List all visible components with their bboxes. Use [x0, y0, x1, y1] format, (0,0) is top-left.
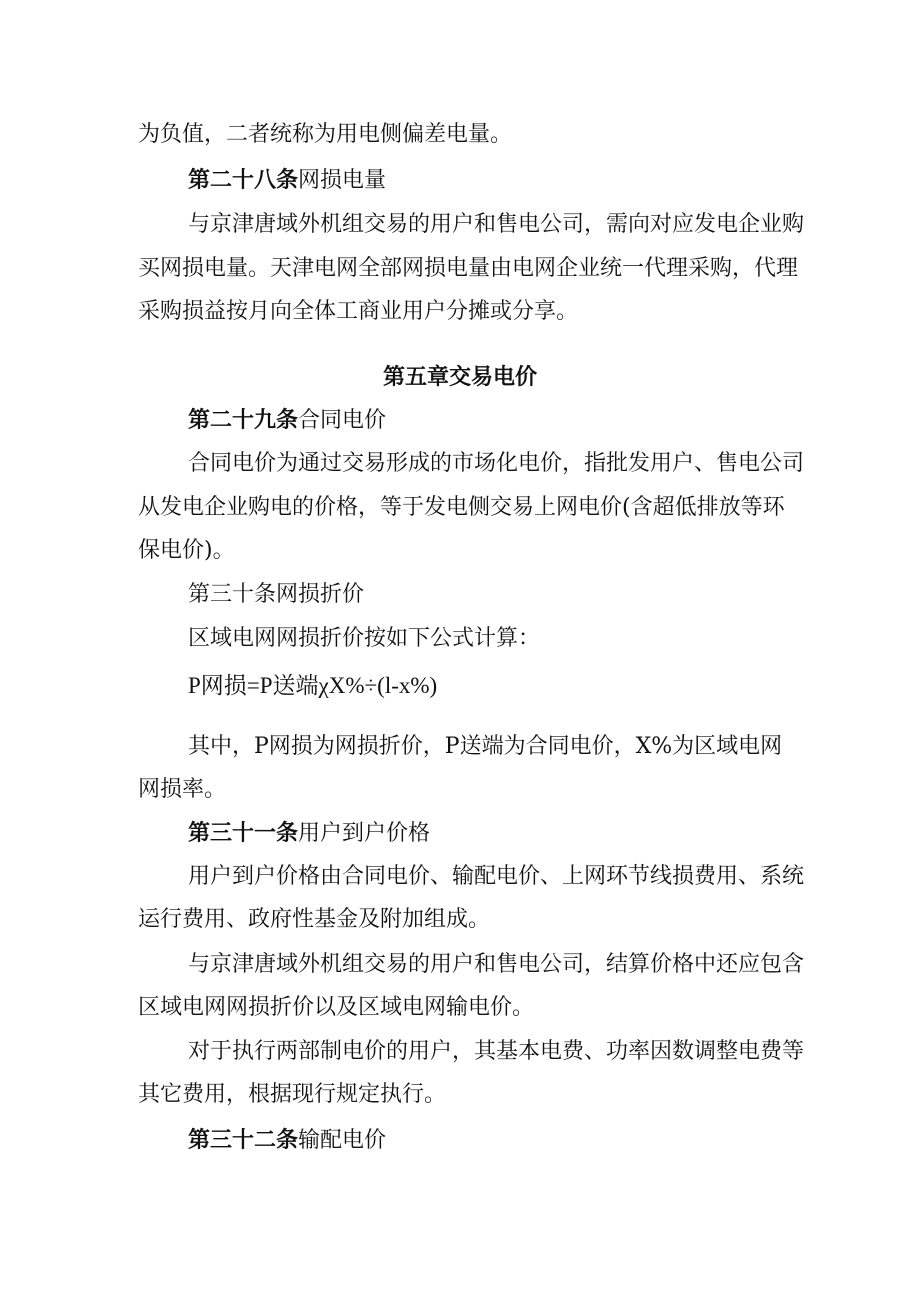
article-29-line-3: 保电价)。	[138, 538, 235, 563]
article-32-label: 第三十二条	[188, 1127, 299, 1153]
article-31-label: 第三十一条	[188, 820, 299, 846]
article-31-title: 用户到户价格	[298, 821, 431, 846]
network-loss-formula: P网损=P送端χX%÷(l-x%)	[188, 673, 438, 698]
article-30-intro: 区域电网网损折价按如下公式计算：	[188, 626, 541, 651]
article-31a-line-2: 运行费用、政府性基金及附加组成。	[138, 907, 491, 932]
article-30-explain-line-2: 网损率。	[138, 777, 227, 802]
article-30-heading: 第三十条网损折价	[188, 582, 365, 607]
article-32-title: 输配电价	[298, 1128, 387, 1153]
article-28-line-3: 采购损益按月向全体工商业用户分摊或分享。	[138, 299, 579, 324]
article-31b-line-1: 与京津唐域外机组交易的用户和售电公司，结算价格中还应包含	[188, 952, 805, 977]
article-29-heading	[188, 405, 386, 436]
article-29-line-2: 从发电企业购电的价格，等于发电侧交易上网电价(含超低排放等环	[138, 495, 785, 520]
article-28-line-2: 买网损电量。天津电网全部网损电量由电网企业统一代理采购，代理	[138, 256, 799, 281]
article-31c-line-2: 其它费用，根据现行规定执行。	[138, 1082, 447, 1107]
chapter-5-title: 第五章交易电价	[382, 364, 537, 390]
article-31-heading	[188, 818, 430, 849]
article-28-label: 第二十八条	[188, 167, 299, 193]
article-32-heading	[188, 1125, 386, 1156]
article-31a-line-1: 用户到户价格由合同电价、输配电价、上网环节线损费用、系统	[188, 864, 805, 889]
article-31b-line-2: 区域电网网损折价以及区域电网输电价。	[138, 995, 535, 1020]
article-30-explain-line-1: 其中，P网损为网损折价，P送端为合同电价，X%为区域电网	[188, 734, 783, 759]
article-28-line-1: 与京津唐域外机组交易的用户和售电公司，需向对应发电企业购	[188, 212, 805, 237]
article-28-title: 网损电量	[298, 168, 387, 193]
article-29-title: 合同电价	[298, 408, 387, 433]
paragraph-continuation: 为负值，二者统称为用电侧偏差电量。	[138, 122, 513, 147]
article-28-heading	[188, 165, 386, 196]
article-29-label: 第二十九条	[188, 407, 299, 433]
article-31c-line-1: 对于执行两部制电价的用户，其基本电费、功率因数调整电费等	[188, 1039, 805, 1064]
article-29-line-1: 合同电价为通过交易形成的市场化电价，指批发用户、售电公司	[188, 451, 805, 476]
